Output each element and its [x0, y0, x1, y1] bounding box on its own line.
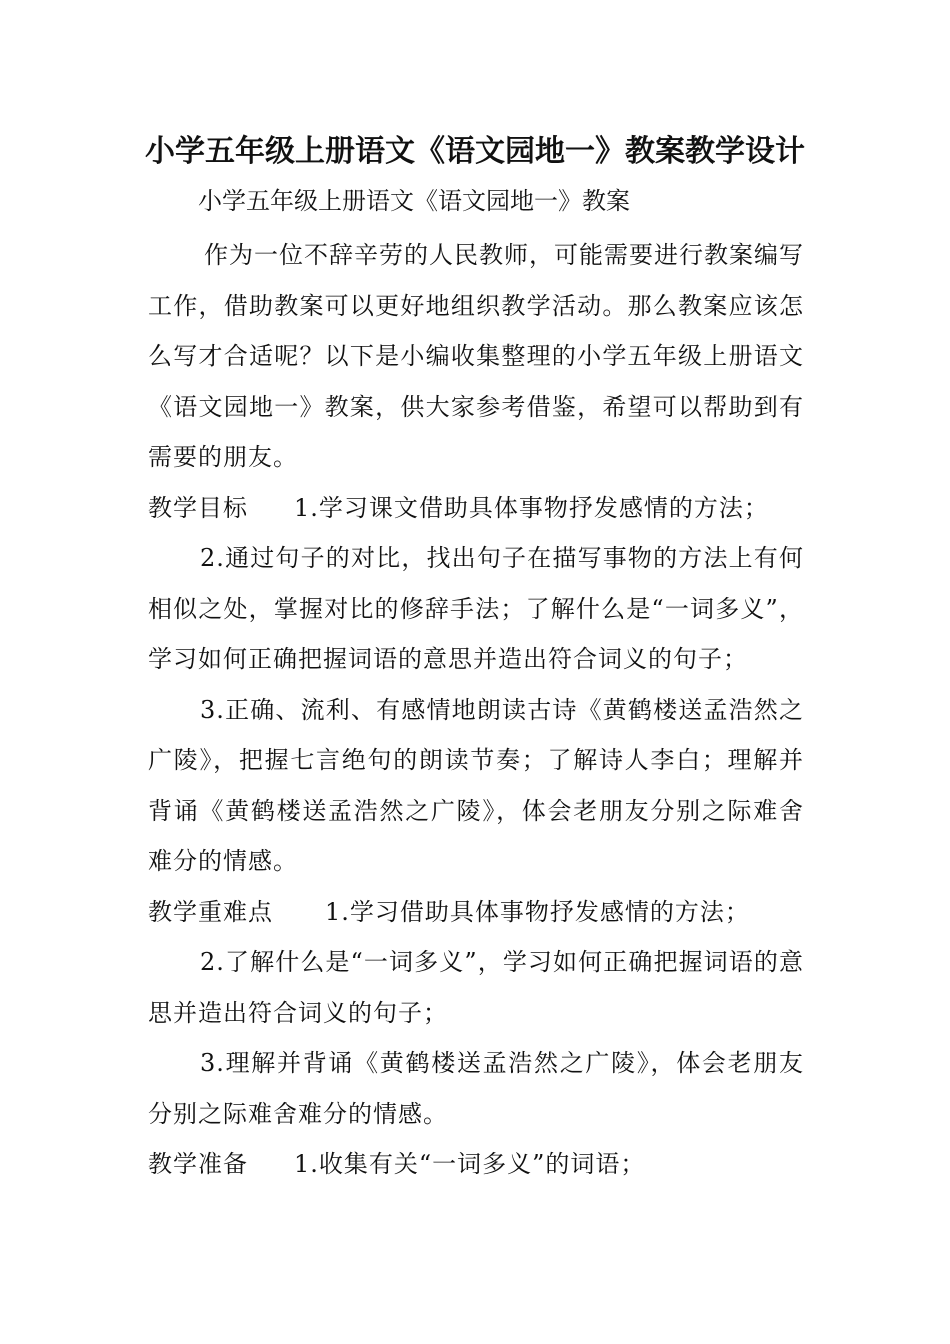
document-subtitle: 小学五年级上册语文《语文园地一》教案	[198, 187, 630, 215]
key-point-item-3: 3.理解并背诵《黄鹤楼送孟浩然之广陵》，体会老朋友分别之际难舍难分的情感。	[148, 1049, 804, 1128]
key-point-item-1: 1.学习借助具体事物抒发感情的方法；	[325, 897, 750, 926]
document-title: 小学五年级上册语文《语文园地一》教案教学设计	[145, 134, 805, 169]
key-point-item-2: 2.了解什么是“一词多义”，学习如何正确把握词语的意思并造出符合词义的句子；	[148, 948, 804, 1027]
preparation-label: 教学准备	[148, 1150, 248, 1178]
objectives-label: 教学目标	[148, 493, 248, 522]
objectives-row	[148, 483, 804, 534]
key-points-label: 教学重难点	[148, 897, 273, 926]
preparation-row	[148, 1139, 804, 1190]
intro-paragraph: 作为一位不辞辛劳的人民教师，可能需要进行教案编写工作，借助教案可以更好地组织教学活动。那么教案应该怎么写才合适呢？以下是小编收集整理的小学五年级上册语文《语文园地一》教案，供大家参考借鉴，希望可以帮助到有需要的朋友。	[148, 241, 804, 471]
document-body	[148, 230, 804, 1190]
key-points-row	[148, 887, 804, 938]
objective-item-3: 3.正确、流利、有感情地朗读古诗《黄鹤楼送孟浩然之广陵》，把握七言绝句的朗读节奏；了解诗人李白；理解并背诵《黄鹤楼送孟浩然之广陵》，体会老朋友分别之际难舍难分的情感。	[148, 695, 804, 875]
objective-item-1: 1.学习课文借助具体事物抒发感情的方法；	[294, 493, 769, 522]
objective-item-2: 2.通过句子的对比，找出句子在描写事物的方法上有何相似之处，掌握对比的修辞手法；了解什么是“一词多义”，学习如何正确把握词语的意思并造出符合词义的句子；	[148, 544, 804, 673]
preparation-item-1: 1.收集有关“一词多义”的词语；	[294, 1150, 646, 1178]
